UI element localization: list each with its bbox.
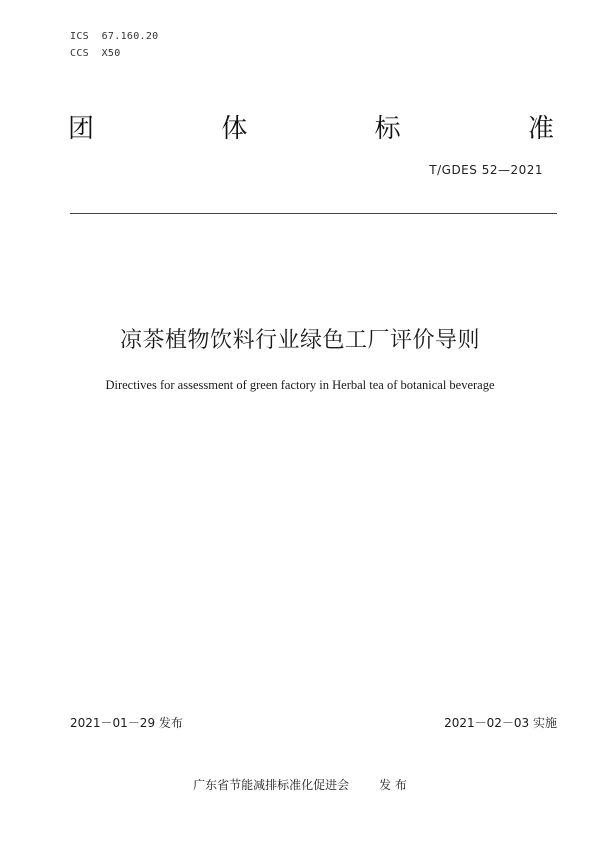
standard-type-char-2: 体: [221, 114, 248, 144]
issuer-line: [0, 776, 600, 793]
title-english: Directives for assessment of green factory in Herbal tea of botanical beverage: [105, 378, 495, 392]
implementation-date: 2021－02－03 实施: [444, 716, 557, 730]
issuer-name: 广东省节能减排标准化促进会: [193, 778, 350, 792]
ics-code: ICS 67.160.20: [70, 31, 159, 42]
classification-codes: [70, 28, 159, 62]
issuer-action: 发 布: [379, 778, 407, 792]
standard-type-char-4: 准: [527, 114, 554, 144]
ccs-code: CCS X50: [70, 48, 121, 59]
standard-type-char-1: 团: [68, 114, 95, 144]
standard-type-heading: [68, 112, 554, 146]
standard-number: T/GDES 52—2021: [429, 163, 543, 177]
issue-date: 2021－01－29 发布: [70, 716, 183, 730]
standard-type-char-3: 标: [374, 114, 401, 144]
title-chinese: 凉茶植物饮料行业绿色工厂评价导则: [119, 328, 480, 353]
header-divider: [70, 213, 557, 214]
